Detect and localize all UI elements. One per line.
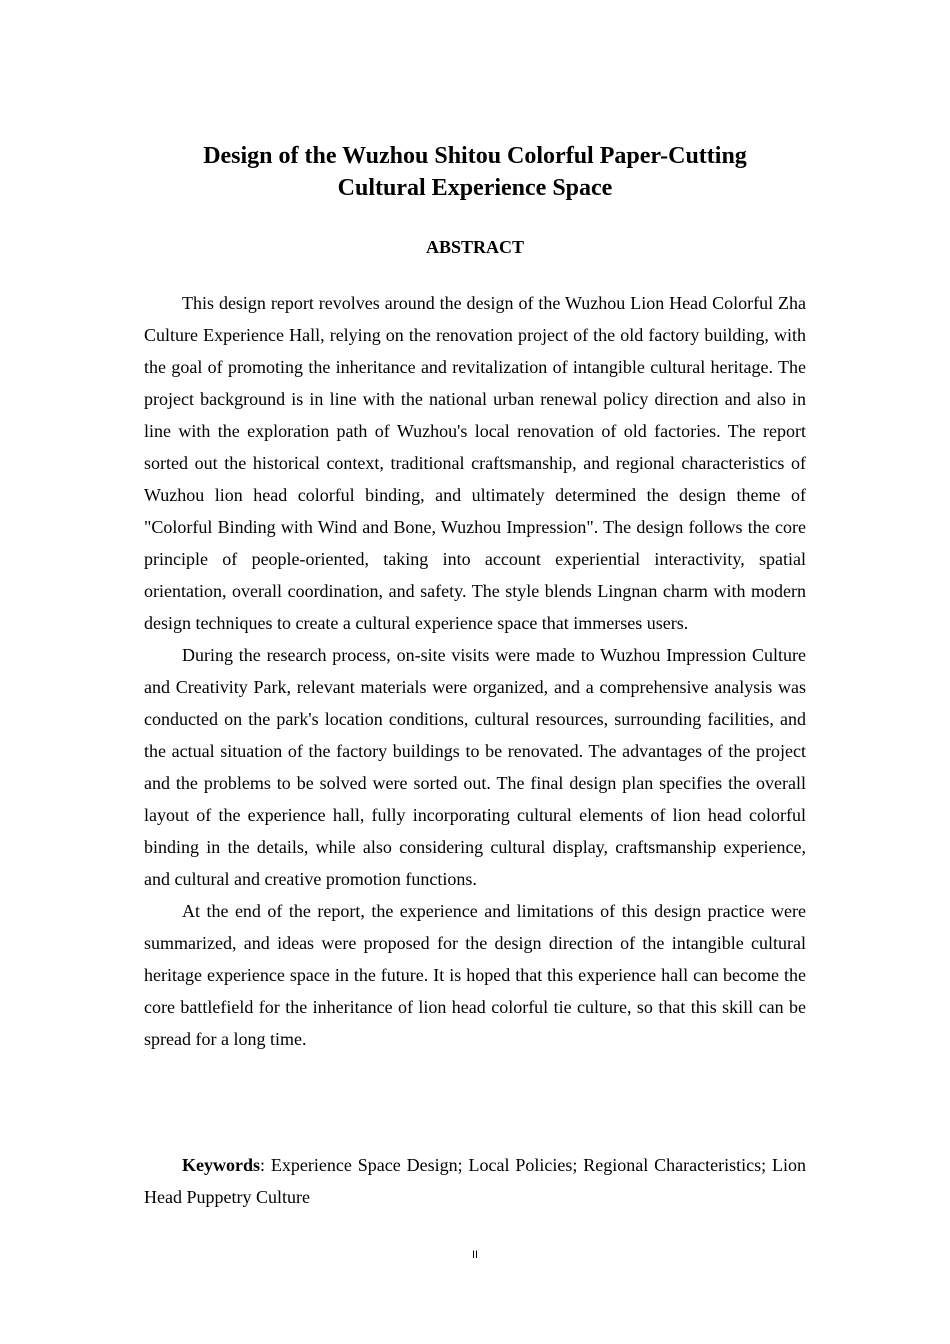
- keywords-line: [144, 1149, 806, 1213]
- keywords-text: : Experience Space Design; Local Policies; Regional Characteristics; Lion Head Puppetry Culture: [144, 1155, 806, 1207]
- title-line-1: Design of the Wuzhou Shitou Colorful Paper-Cutting: [203, 143, 747, 169]
- page-number: II: [471, 1249, 479, 1261]
- title-line-2: Cultural Experience Space: [337, 175, 613, 201]
- abstract-heading: ABSTRACT: [425, 237, 525, 257]
- abstract-body: [144, 287, 806, 1055]
- abstract-paragraph-3: At the end of the report, the experience and limitations of this design practice were summarized, and ideas were proposed for the design direction of the intangible cultural heritage experience space in the future. It is hoped that this experience hall can become the core battlefield for the inheritance of lion head colorful tie culture, so that this skill can be spread for a long time.: [144, 901, 806, 1049]
- abstract-paragraph-1: This design report revolves around the design of the Wuzhou Lion Head Colorful Zha Culture Experience Hall, relying on the renovation project of the old factory building, with the goal of promoting the inheritance and revitalization of intangible cultural heritage. The project background is in line with the national urban renewal policy direction and also in line with the exploration path of Wuzhou's local renovation of old factories. The report sorted out the historical context, traditional craftsmanship, and regional characteristics of Wuzhou lion head colorful binding, and ultimately determined the design theme of "Colorful Binding with Wind and Bone, Wuzhou Impression". The design follows the core principle of people-oriented, taking into account experiential interactivity, spatial orientation, overall coordination, and safety. The style blends Lingnan charm with modern design techniques to create a cultural experience space that immerses users.: [144, 293, 806, 633]
- abstract-paragraph-2: During the research process, on-site visits were made to Wuzhou Impression Culture and Creativity Park, relevant materials were organized, and a comprehensive analysis was conducted on the park's location conditions, cultural resources, surrounding facilities, and the actual situation of the factory buildings to be renovated. The advantages of the project and the problems to be solved were sorted out. The final design plan specifies the overall layout of the experience hall, fully incorporating cultural elements of lion head colorful binding in the details, while also considering cultural display, craftsmanship experience, and cultural and creative promotion functions.: [144, 645, 806, 889]
- document-title: [144, 140, 806, 204]
- keywords-label: Keywords: [182, 1155, 260, 1175]
